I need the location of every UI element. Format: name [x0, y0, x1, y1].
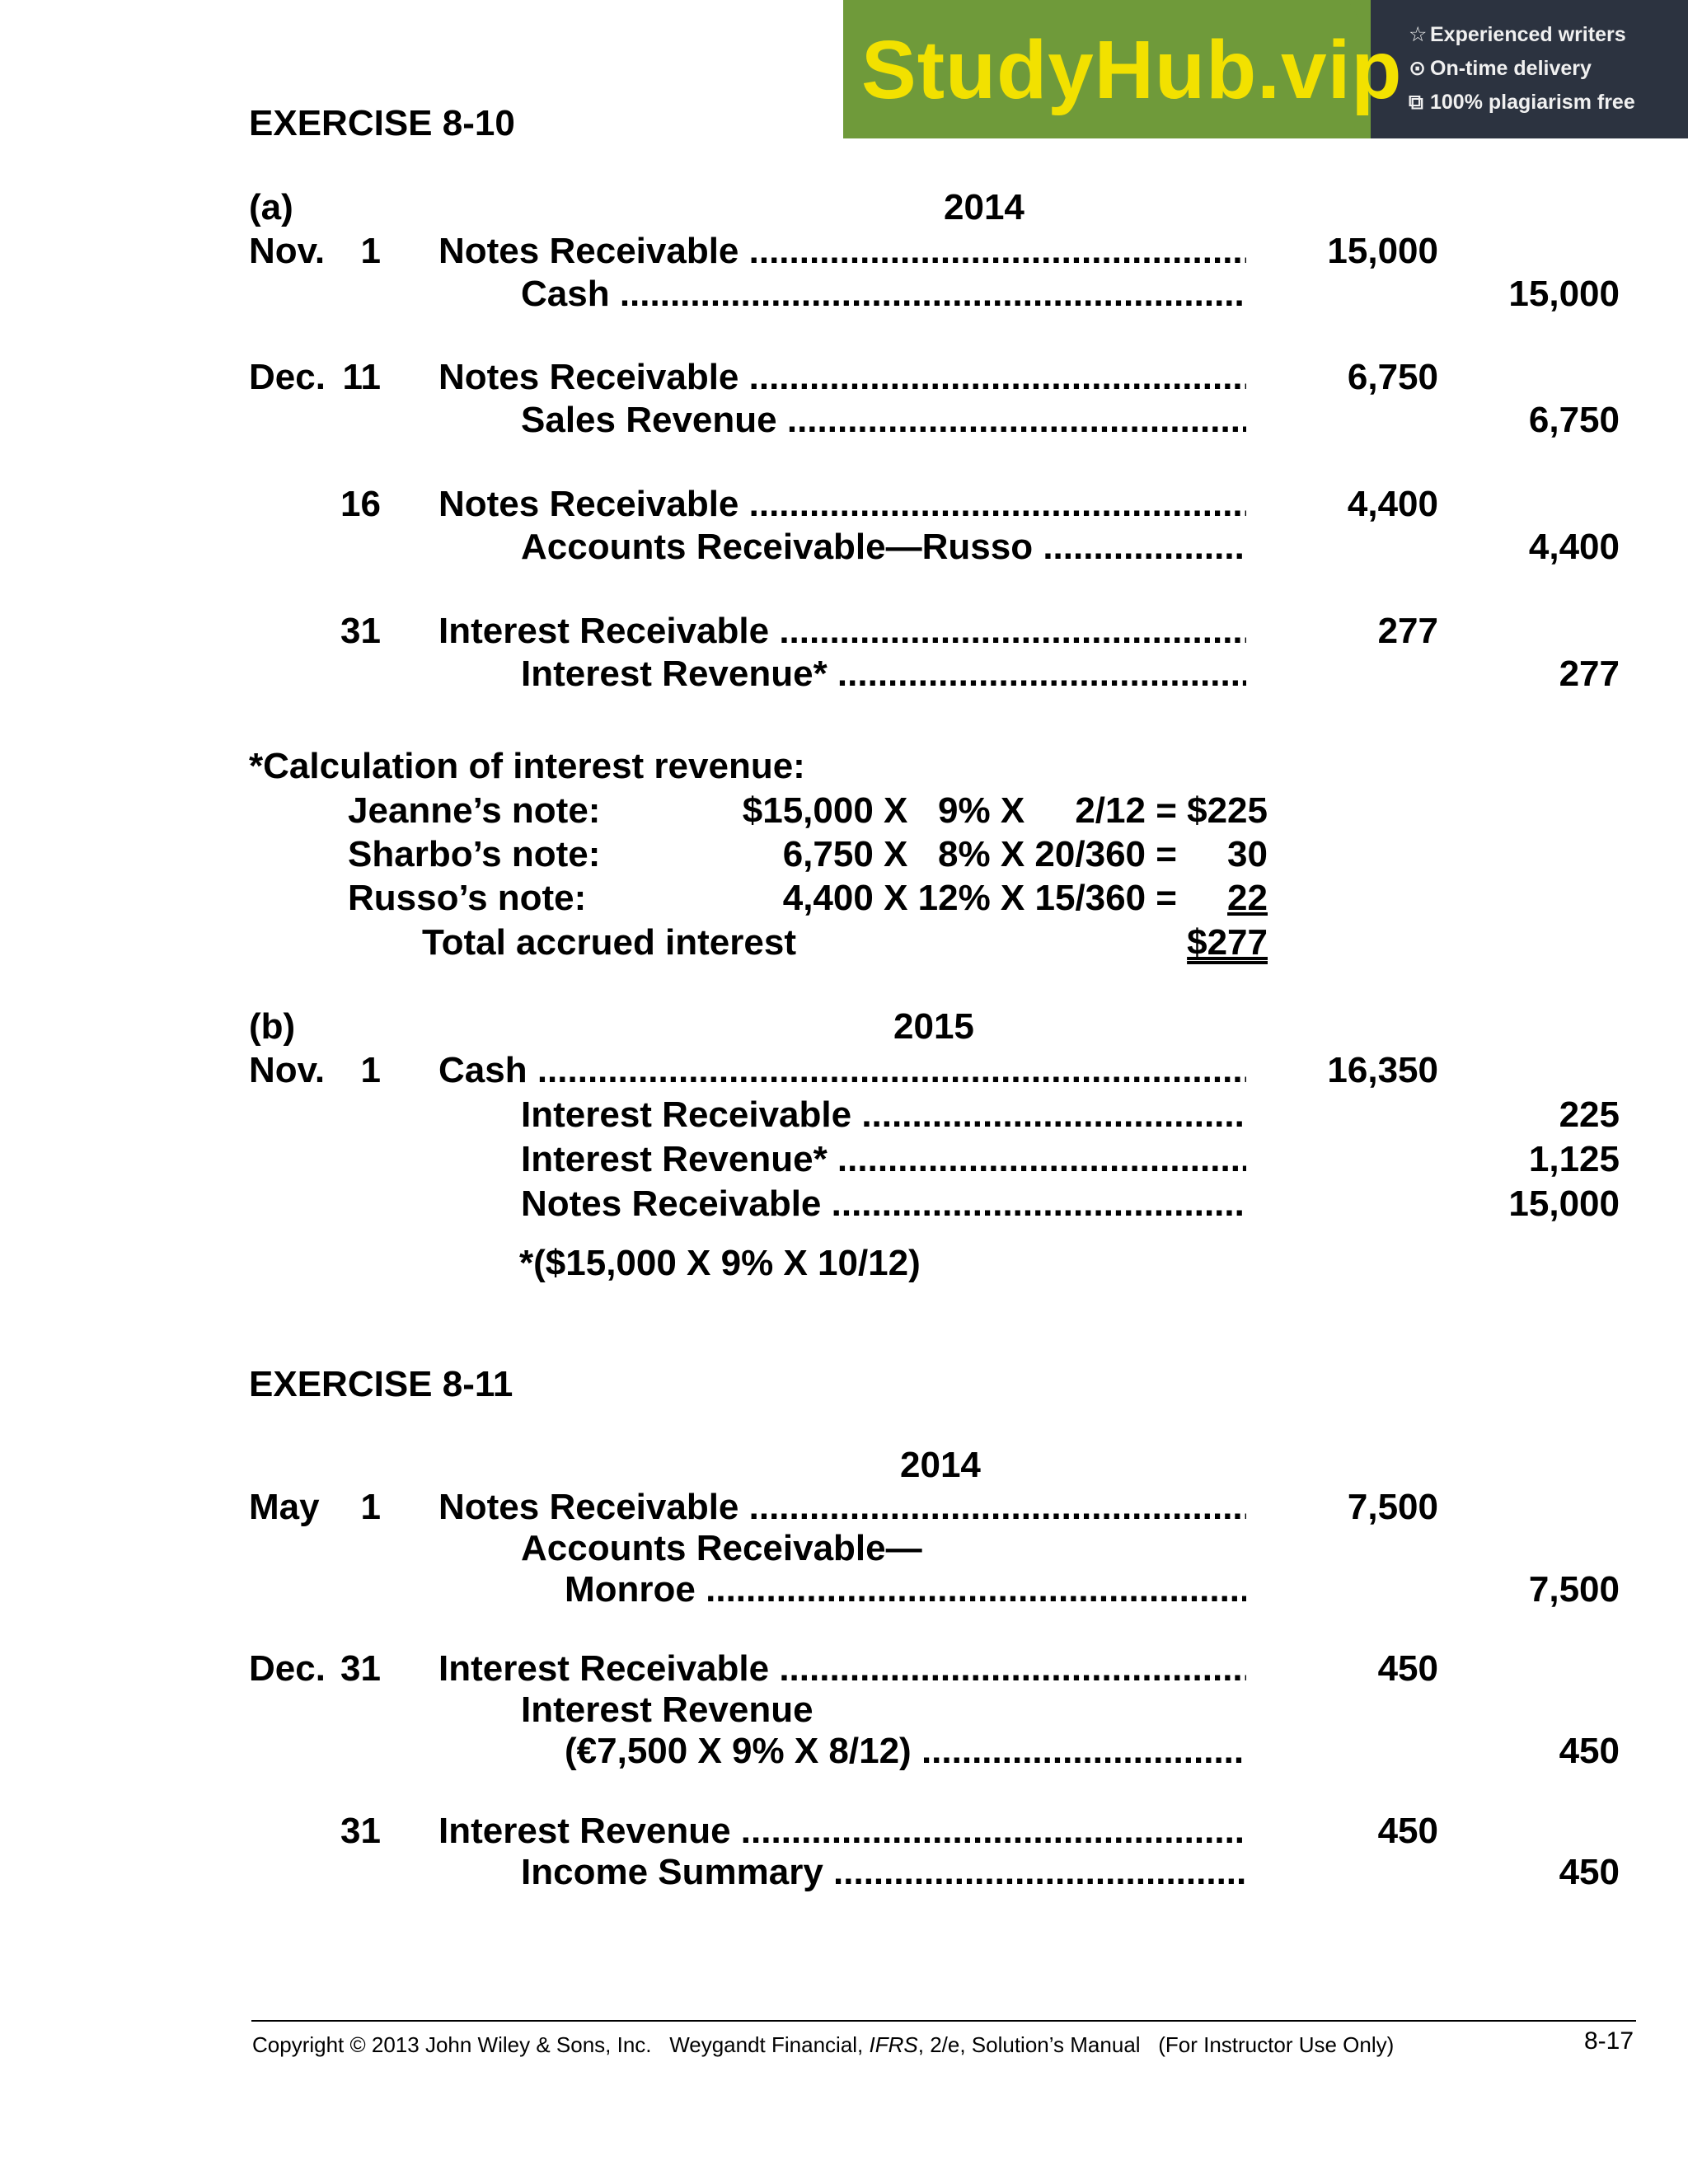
credit-amount: 450: [1559, 1852, 1620, 1892]
credit-account: Accounts Receivable—: [521, 1528, 922, 1568]
banner-feature-delivery: ⊙ On-time delivery: [1409, 57, 1592, 80]
part-a-label: (a): [249, 187, 293, 227]
credit-account: Sales Revenue .....: [521, 399, 1246, 442]
entry-day: 31: [340, 1811, 381, 1851]
calc-name: Russo’s note:: [348, 878, 587, 918]
banner-feature-plagiarism: ⧉ 100% plagiarism free: [1409, 91, 1635, 114]
credit-amount: 15,000: [1508, 274, 1620, 314]
studyhub-banner[interactable]: [843, 0, 1688, 138]
debit-amount: 277: [1377, 611, 1438, 651]
exercise-8-11-title: EXERCISE 8-11: [249, 1364, 513, 1404]
credit-amount: 15,000: [1508, 1183, 1620, 1224]
entry-month: Dec.: [249, 1648, 326, 1689]
credit-account: Income Summary .....: [521, 1851, 1246, 1894]
credit-account: Interest Receivable .....: [521, 1094, 1246, 1137]
footer-rule: [251, 2020, 1636, 2022]
debit-account: Cash .....: [438, 1049, 1246, 1092]
entry-day: 1: [360, 231, 381, 271]
debit-account: Notes Receivable .....: [438, 483, 1246, 526]
interest-note: *($15,000 X 9% X 10/12): [519, 1243, 921, 1283]
entry-day: 31: [340, 611, 381, 651]
credit-amount: 450: [1559, 1731, 1620, 1771]
entry-day: 1: [360, 1050, 381, 1090]
credit-amount: 1,125: [1528, 1139, 1620, 1179]
credit-account: Notes Receivable .....: [521, 1183, 1246, 1226]
entry-day: 11: [342, 357, 381, 397]
debit-amount: 16,350: [1327, 1050, 1438, 1090]
credit-amount: 4,400: [1528, 527, 1620, 567]
debit-amount: 7,500: [1347, 1487, 1438, 1527]
credit-amount: 225: [1559, 1094, 1620, 1135]
credit-amount: 7,500: [1528, 1569, 1620, 1610]
debit-amount: 450: [1377, 1811, 1438, 1851]
year-2014-a: 2014: [944, 187, 1025, 227]
calc-heading: *Calculation of interest revenue:: [249, 746, 805, 786]
entry-day: 1: [360, 1487, 381, 1527]
credit-amount: 6,750: [1528, 400, 1620, 440]
credit-amount: 277: [1559, 654, 1620, 694]
credit-account: Interest Revenue: [521, 1690, 814, 1730]
debit-account: Interest Receivable .....: [438, 1647, 1246, 1690]
part-b-label: (b): [249, 1006, 296, 1047]
calc-formula: 4,400 X 12% X 15/360 =: [782, 878, 1177, 918]
entry-day: 31: [340, 1648, 381, 1689]
credit-account-continued: (€7,500 X 9% X 8/12) .....: [565, 1730, 1246, 1773]
calc-total-amount: $277: [1187, 922, 1268, 963]
entry-month: Nov.: [249, 231, 326, 271]
debit-account: Interest Receivable .....: [438, 610, 1246, 653]
calc-name: Jeanne’s note:: [348, 790, 601, 831]
entry-month: Dec.: [249, 357, 326, 397]
debit-account: Notes Receivable .....: [438, 230, 1246, 273]
credit-account: Cash .....: [521, 273, 1246, 316]
calc-formula: 6,750 X 8% X 20/360 = 30: [782, 834, 1268, 874]
debit-amount: 15,000: [1327, 231, 1438, 271]
calc-name: Sharbo’s note:: [348, 834, 601, 874]
clock-icon: ⊙: [1409, 57, 1426, 80]
debit-amount: 6,750: [1347, 357, 1438, 397]
star-icon: ☆: [1409, 23, 1428, 46]
footer-copyright: Copyright © 2013 John Wiley & Sons, Inc. Weygandt Financial, IFRS, 2/e, Solution’s Manual (For Instructor Use Only): [252, 2032, 1395, 2057]
entry-month: May: [249, 1487, 320, 1527]
debit-account: Notes Receivable .....: [438, 1486, 1246, 1529]
calc-total-label: Total accrued interest: [422, 922, 796, 963]
credit-account: Accounts Receivable—Russo .....: [521, 526, 1246, 569]
credit-account: Interest Revenue* .....: [521, 1138, 1246, 1181]
exercise-8-10-title: EXERCISE 8-10: [249, 103, 515, 143]
banner-feature-writers: ☆ Experienced writers: [1409, 23, 1626, 46]
debit-account: Notes Receivable .....: [438, 356, 1246, 399]
entry-month: Nov.: [249, 1050, 326, 1090]
debit-amount: 4,400: [1347, 484, 1438, 524]
debit-amount: 450: [1377, 1648, 1438, 1689]
debit-account: Interest Revenue .....: [438, 1810, 1246, 1853]
entry-day: 16: [340, 484, 381, 524]
page-number: 8-17: [1583, 2027, 1634, 2055]
copy-icon: ⧉: [1409, 91, 1423, 114]
credit-account: Interest Revenue* .....: [521, 653, 1246, 696]
year-2014-ex11: 2014: [900, 1445, 981, 1485]
credit-account-continued: Monroe .....: [565, 1568, 1246, 1611]
studyhub-logo[interactable]: StudyHub.vip: [861, 24, 1403, 116]
calc-amount-underlined: 22: [1227, 878, 1268, 918]
calc-formula: $15,000 X 9% X 2/12 = $225: [742, 790, 1268, 831]
year-2015: 2015: [893, 1006, 974, 1047]
